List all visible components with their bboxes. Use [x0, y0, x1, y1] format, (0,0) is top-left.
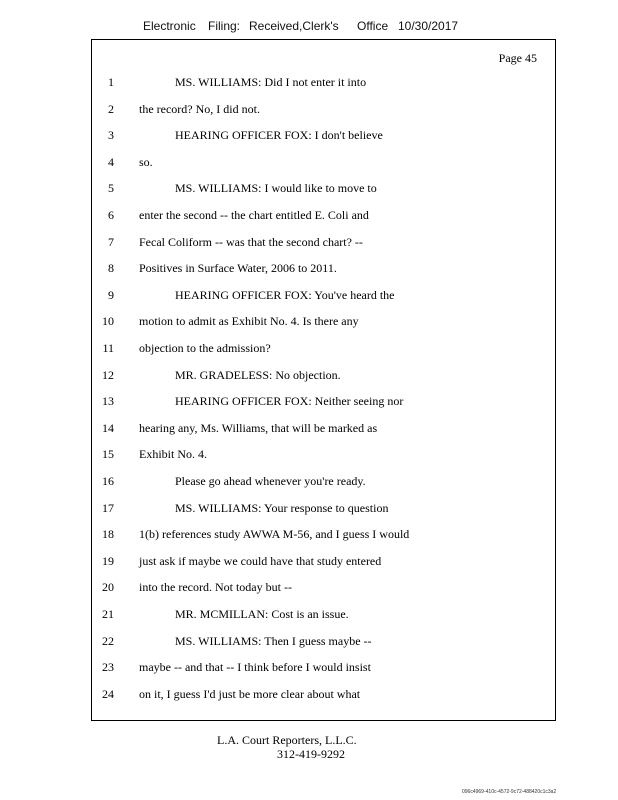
line-number: 22	[102, 633, 114, 648]
line-text: motion to admit as Exhibit No. 4. Is there any	[139, 314, 359, 329]
line-text: MS. WILLIAMS: I would like to move to	[175, 181, 377, 196]
filing-header-received: Received,Clerk's	[249, 19, 339, 33]
transcript-line	[92, 445, 555, 463]
transcript-line	[92, 312, 555, 330]
line-text: MR. GRADELESS: No objection.	[175, 367, 341, 382]
line-number: 14	[102, 420, 114, 435]
line-text: Exhibit No. 4.	[139, 447, 207, 462]
transcript-line	[92, 499, 555, 517]
line-text: the record? No, I did not.	[139, 101, 260, 116]
line-number: 13	[102, 394, 114, 409]
line-text: HEARING OFFICER FOX: Neither seeing nor	[175, 394, 404, 409]
page-number: Page 45	[498, 51, 537, 65]
line-number: 19	[102, 553, 114, 568]
filing-header-electronic: Electronic	[143, 19, 196, 33]
line-number: 4	[108, 154, 114, 169]
line-number: 24	[102, 686, 114, 701]
line-number: 20	[102, 580, 114, 595]
line-number: 1	[108, 75, 114, 89]
transcript-line	[92, 153, 555, 171]
transcript-page	[91, 39, 556, 721]
line-text: into the record. Not today but --	[139, 580, 292, 595]
line-text: HEARING OFFICER FOX: You've heard the	[175, 287, 395, 302]
transcript-line	[92, 73, 555, 91]
line-text: Fecal Coliform -- was that the second chart? --	[139, 234, 363, 249]
transcript-line	[92, 472, 555, 490]
line-number: 21	[102, 607, 114, 621]
footer-phone: 312-419-9292	[277, 747, 345, 761]
line-text: objection to the admission?	[139, 341, 271, 355]
transcript-line	[92, 605, 555, 623]
line-text: MR. MCMILLAN: Cost is an issue.	[175, 607, 349, 621]
transcript-line	[92, 552, 555, 570]
transcript-line	[92, 366, 555, 384]
line-text: on it, I guess I'd just be more clear about what	[139, 686, 361, 701]
line-number: 2	[108, 101, 114, 116]
line-number: 23	[102, 660, 114, 675]
line-text: MS. WILLIAMS: Your response to question	[175, 500, 389, 515]
transcript-line	[92, 286, 555, 304]
line-number: 6	[108, 208, 114, 222]
transcript-line	[92, 632, 555, 650]
line-number: 7	[108, 234, 114, 249]
line-text: MS. WILLIAMS: Then I guess maybe --	[175, 633, 372, 648]
transcript-line	[92, 259, 555, 277]
line-text: MS. WILLIAMS: Did I not enter it into	[175, 75, 367, 89]
line-number: 17	[102, 500, 114, 515]
transcript-line	[92, 578, 555, 596]
line-text: maybe -- and that -- I think before I would insist	[139, 660, 371, 675]
transcript-line	[92, 233, 555, 251]
footer-company: L.A. Court Reporters, L.L.C.	[217, 733, 357, 747]
transcript-line	[92, 206, 555, 224]
line-text: just ask if maybe we could have that study entered	[139, 553, 382, 568]
line-text: Positives in Surface Water, 2006 to 2011.	[139, 261, 337, 276]
line-text: hearing any, Ms. Williams, that will be marked as	[139, 420, 378, 435]
document-id: 096c4969-410c-4572-9c72-488420c1c3a2	[462, 789, 557, 795]
line-number: 12	[102, 367, 114, 382]
line-number: 5	[108, 181, 114, 196]
transcript-line	[92, 392, 555, 410]
line-text: so.	[139, 154, 153, 169]
line-text: Please go ahead whenever you're ready.	[175, 474, 366, 488]
line-number: 9	[108, 287, 114, 302]
transcript-line	[92, 525, 555, 543]
line-text: HEARING OFFICER FOX: I don't believe	[175, 128, 383, 143]
line-text: enter the second -- the chart entitled E. Coli and	[139, 208, 369, 222]
transcript-line	[92, 126, 555, 144]
line-number: 11	[102, 341, 114, 355]
line-text: 1(b) references study AWWA M-56, and I guess I would	[139, 527, 410, 542]
filing-header-filing: Filing:	[208, 19, 241, 33]
filing-header-office: Office	[357, 19, 389, 33]
line-number: 8	[108, 261, 114, 276]
line-number: 10	[102, 314, 114, 329]
line-number: 16	[102, 474, 114, 488]
filing-header	[0, 19, 618, 35]
filing-header-date: 10/30/2017	[398, 19, 459, 33]
transcript-line	[92, 339, 555, 357]
transcript-line	[92, 685, 555, 703]
line-number: 15	[102, 447, 114, 462]
line-number: 18	[102, 527, 114, 542]
transcript-line	[92, 100, 555, 118]
transcript-line	[92, 658, 555, 676]
line-number: 3	[108, 128, 114, 143]
transcript-line	[92, 179, 555, 197]
transcript-line	[92, 419, 555, 437]
